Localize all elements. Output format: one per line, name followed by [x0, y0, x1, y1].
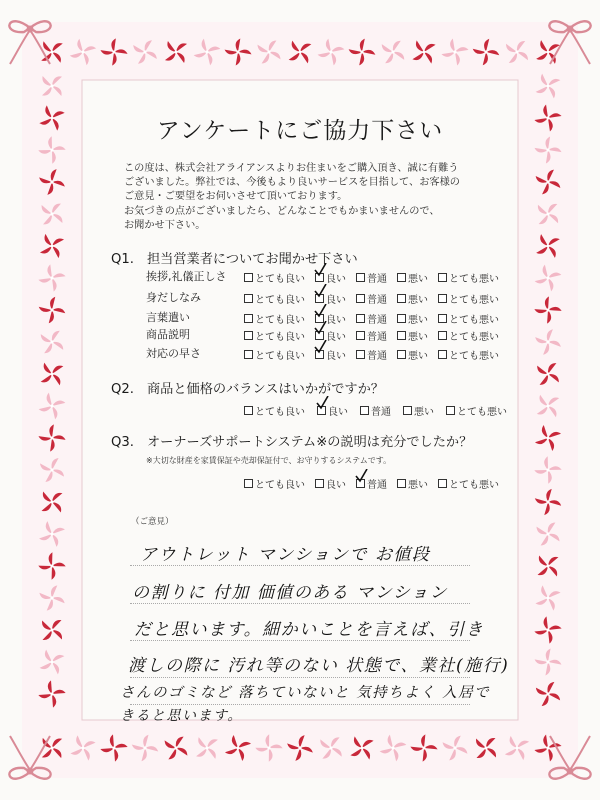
comment-line: きると思います。	[120, 708, 243, 724]
q2-options	[244, 403, 507, 418]
q3-option[interactable]	[315, 476, 346, 491]
q3-option[interactable]	[244, 476, 305, 491]
option-label: 普通	[367, 315, 387, 326]
checkbox[interactable]	[244, 406, 253, 415]
option-label: 普通	[367, 480, 387, 491]
checkbox[interactable]	[244, 294, 253, 303]
option-label: とても良い	[255, 480, 305, 491]
checkbox[interactable]	[438, 273, 447, 282]
option-label: とても悪い	[449, 351, 499, 362]
q2-heading	[111, 378, 384, 397]
checkbox[interactable]	[438, 350, 447, 359]
option-label: とても良い	[255, 274, 305, 285]
q1-option[interactable]	[244, 347, 305, 362]
q1-option[interactable]	[244, 311, 305, 326]
checkbox[interactable]	[360, 406, 369, 415]
q1-option[interactable]	[438, 311, 499, 326]
option-label: とても良い	[255, 351, 305, 362]
comment-label: （ご意見）	[131, 517, 174, 527]
option-label: 良い	[326, 315, 346, 326]
q1-number: Q1.	[111, 252, 134, 267]
checkbox[interactable]	[397, 273, 406, 282]
survey-title: アンケートにご協力下さい	[156, 118, 444, 144]
option-label: 悪い	[408, 351, 428, 362]
q3-number: Q3.	[111, 435, 134, 450]
q3-text: オーナーズサポートシステム※の説明は充分でしたか？	[147, 435, 473, 450]
option-label: 悪い	[408, 332, 428, 343]
option-label: 良い	[328, 407, 348, 418]
comment-line: アウトレット マンションで お値段	[140, 545, 431, 565]
option-label: とても良い	[255, 332, 305, 343]
q1-option[interactable]	[397, 328, 428, 343]
option-label: とても良い	[255, 295, 305, 306]
q1-row-label: 身だしなみ	[146, 291, 201, 304]
checkbox[interactable]	[315, 273, 324, 282]
q3-option[interactable]	[356, 476, 387, 491]
option-label: とても悪い	[449, 274, 499, 285]
checkbox[interactable]	[438, 331, 447, 340]
option-label: 悪い	[414, 407, 434, 418]
q3-heading	[111, 431, 472, 450]
q1-option[interactable]	[356, 328, 387, 343]
q2-option[interactable]	[446, 403, 507, 418]
checkbox[interactable]	[356, 331, 365, 340]
comment-rule	[130, 677, 470, 678]
q1-row-options	[244, 311, 499, 326]
q1-option[interactable]	[315, 270, 346, 285]
checkbox[interactable]	[244, 350, 253, 359]
comment-line: さんのゴミなど 落ちていないと 気持ちよく 入居で	[120, 685, 491, 701]
checkbox[interactable]	[317, 406, 326, 415]
checkbox[interactable]	[438, 479, 447, 488]
q3-options	[244, 476, 499, 491]
checkbox[interactable]	[315, 314, 324, 323]
option-label: 良い	[326, 332, 346, 343]
q1-option[interactable]	[244, 328, 305, 343]
option-label: 悪い	[408, 274, 428, 285]
option-label: とても悪い	[449, 295, 499, 306]
q1-option[interactable]	[356, 291, 387, 306]
checkbox[interactable]	[403, 406, 412, 415]
q1-option[interactable]	[315, 347, 346, 362]
comment-line: 渡しの際に 汚れ等のない 状態で、業社(施行)	[128, 656, 510, 676]
q1-option[interactable]	[315, 311, 346, 326]
option-label: とても良い	[255, 407, 305, 418]
option-label: 普通	[367, 332, 387, 343]
checkbox[interactable]	[356, 314, 365, 323]
q1-row-options	[244, 270, 499, 285]
intro-line: この度は、株式会社アライアンスよりお住まいをご購入頂き、誠に有難う	[124, 163, 459, 174]
q1-row-options	[244, 328, 499, 343]
option-label: 良い	[326, 351, 346, 362]
q1-option[interactable]	[244, 270, 305, 285]
option-label: とても悪い	[449, 332, 499, 343]
q1-text: 担当営業者についてお聞かせ下さい	[147, 252, 358, 267]
checkbox[interactable]	[315, 350, 324, 359]
checkbox[interactable]	[244, 314, 253, 323]
intro-text	[124, 162, 484, 233]
checkbox[interactable]	[397, 479, 406, 488]
option-label: 良い	[326, 480, 346, 491]
q2-option[interactable]	[360, 403, 391, 418]
checkbox[interactable]	[244, 331, 253, 340]
q2-option[interactable]	[317, 403, 348, 418]
q1-option[interactable]	[356, 270, 387, 285]
option-label: 良い	[326, 274, 346, 285]
q1-option[interactable]	[397, 311, 428, 326]
option-label: 普通	[367, 295, 387, 306]
q1-row-label: 挨拶,礼儀正しさ	[146, 270, 227, 283]
q1-option[interactable]	[438, 347, 499, 362]
comment-line: だと思います。細かいことを言えば、引き	[134, 620, 485, 640]
checkbox[interactable]	[446, 406, 455, 415]
intro-line: お気づきの点がございましたら、どんなことでもかまいませんので、	[124, 205, 440, 217]
q3-note: ※大切な財産を家賃保証や売却保証付で、お守りするシステムです。	[146, 456, 392, 465]
checkbox[interactable]	[244, 479, 253, 488]
q2-option[interactable]	[244, 403, 305, 418]
checkbox[interactable]	[356, 273, 365, 282]
q1-option[interactable]	[315, 291, 346, 306]
option-label: 普通	[367, 351, 387, 362]
option-label: 悪い	[408, 480, 428, 491]
checkbox[interactable]	[315, 331, 324, 340]
q1-option[interactable]	[244, 291, 305, 306]
q1-option[interactable]	[356, 311, 387, 326]
option-label: 悪い	[408, 295, 428, 306]
q1-row-label: 対応の早さ	[146, 347, 201, 360]
q2-number: Q2.	[111, 382, 134, 397]
comment-rule	[130, 603, 470, 604]
checkbox[interactable]	[438, 294, 447, 303]
checkbox[interactable]	[356, 294, 365, 303]
q1-option[interactable]	[397, 291, 428, 306]
option-label: とても悪い	[449, 480, 499, 491]
option-label: とても悪い	[449, 315, 499, 326]
intro-line: お聞かせ下さい。	[124, 219, 206, 231]
q1-option[interactable]	[397, 270, 428, 285]
option-label: 悪い	[408, 315, 428, 326]
q3-option[interactable]	[438, 476, 499, 491]
checkbox[interactable]	[397, 314, 406, 323]
q3-option[interactable]	[397, 476, 428, 491]
q1-option[interactable]	[397, 347, 428, 362]
option-label: 普通	[371, 407, 391, 418]
q1-row-options	[244, 291, 499, 306]
comment-line: の割りに 付加 価値のある マンション	[132, 583, 448, 603]
checkbox[interactable]	[397, 350, 406, 359]
q1-row-label: 商品説明	[146, 328, 190, 341]
q2-text: 商品と価格のバランスはいかがですか？	[147, 382, 384, 397]
q1-row-label: 言葉遣い	[146, 311, 190, 324]
q1-option[interactable]	[356, 347, 387, 362]
q1-row-options	[244, 347, 499, 362]
checkbox[interactable]	[315, 294, 324, 303]
q1-option[interactable]	[315, 328, 346, 343]
checkbox[interactable]	[315, 479, 324, 488]
option-label: とても良い	[255, 315, 305, 326]
checkbox[interactable]	[356, 479, 365, 488]
checkbox[interactable]	[438, 314, 447, 323]
intro-line: ご意見・ご要望をお伺いさせて頂いております。	[124, 191, 348, 203]
option-label: とても悪い	[457, 407, 507, 418]
q1-option[interactable]	[438, 328, 499, 343]
checkbox[interactable]	[356, 350, 365, 359]
checkbox[interactable]	[397, 294, 406, 303]
q1-heading	[111, 248, 358, 267]
q1-option[interactable]	[438, 291, 499, 306]
q1-option[interactable]	[438, 270, 499, 285]
comment-rule	[130, 640, 470, 641]
checkbox[interactable]	[397, 331, 406, 340]
checkbox[interactable]	[244, 273, 253, 282]
comment-rule	[130, 565, 470, 566]
option-label: 普通	[367, 274, 387, 285]
q2-option[interactable]	[403, 403, 434, 418]
intro-line: ございました。弊社では、今後もより良いサービスを目指して、お客様の	[124, 177, 460, 189]
option-label: 良い	[326, 295, 346, 306]
